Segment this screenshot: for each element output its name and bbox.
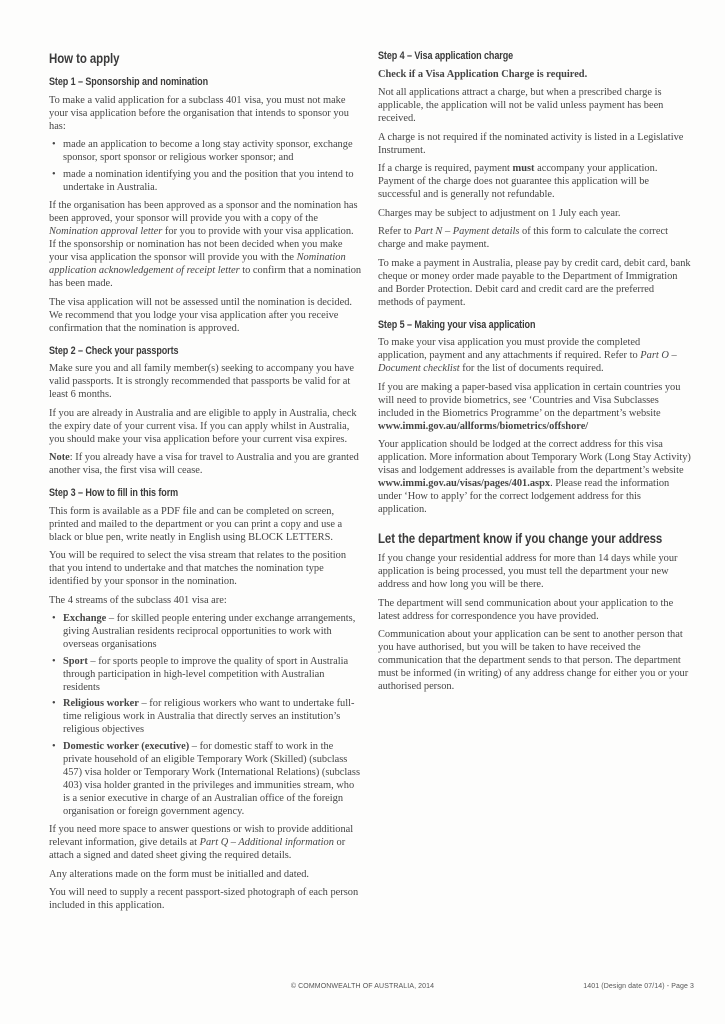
- text-segment: The department will send communication about your application to the latest address for correspondence you have provided.: [378, 597, 674, 622]
- text-segment: A charge is not required if the nominated activity is listed in a Legislative Instrument.: [378, 131, 684, 156]
- text-segment: Sport: [63, 655, 88, 667]
- text-segment: If a charge is required, payment: [378, 163, 513, 174]
- text-segment: You will need to supply a recent passport-sized photograph of each person included in this application.: [49, 887, 359, 911]
- paragraph: [378, 552, 691, 591]
- paragraph: [378, 257, 691, 309]
- bullet-item: [63, 740, 362, 818]
- bullet-list: [49, 612, 362, 818]
- text-segment: www.immi.gov.au/visas/pages/401.aspx: [378, 478, 551, 489]
- text-segment: – for sports people to improve the quality of sport in Australia through participation in high-level competition with Australian residents: [63, 655, 349, 693]
- paragraph: [49, 594, 362, 607]
- bullet-item: [63, 697, 362, 736]
- text-segment: to confirm that a nomination has been made.: [49, 265, 362, 289]
- paragraph: [378, 628, 691, 693]
- text-segment: Nomination application acknowledgement of receipt letter: [49, 252, 346, 276]
- paragraph: [49, 886, 362, 912]
- text-segment: Domestic worker (executive): [63, 740, 190, 752]
- paragraph: [49, 451, 362, 477]
- text-segment: If you change your residential address for more than 14 days while your application is being processed, you must tell the department your new address and how long you will be there.: [378, 553, 678, 590]
- text-segment: The 4 streams of the subclass 401 visa are:: [49, 594, 227, 606]
- text-segment: If you need more space to answer questions or wish to provide additional relevant information, give details at: [49, 824, 354, 848]
- paragraph: [49, 94, 362, 133]
- left-column: [49, 50, 362, 918]
- right-column: [378, 50, 691, 699]
- text-segment: Not all applications attract a charge, but when a prescribed charge is applicable, the application will not be valid unless payment has been received.: [378, 87, 664, 124]
- text-segment: If you are already in Australia and are eligible to apply in Australia, check the expiry date of your current visa. If you can apply whilst in Australia, you should make your visa application before your current visa expires.: [49, 407, 357, 445]
- text-segment: – for skilled people entering under exchange arrangements, giving Australian residents reciprocal opportunities to work with overseas organisations: [63, 613, 356, 650]
- paragraph: [378, 162, 691, 201]
- text-segment: Part N – Payment details: [414, 226, 520, 237]
- bullet-item: [63, 168, 362, 194]
- footer-copyright: © COMMONWEALTH OF AUSTRALIA, 2014: [290, 983, 435, 990]
- text-segment: or attach a signed and dated sheet giving the required details.: [49, 837, 346, 861]
- text-segment: Check if a Visa Application Charge is required.: [378, 68, 588, 80]
- text-segment: Make sure you and all family member(s) seeking to accompany you have valid passports. It is strongly recommended that passports be valid for at least 6 months.: [49, 363, 354, 400]
- text-segment: www.immi.gov.au/allforms/biometrics/offshore/: [378, 420, 589, 432]
- text-segment: . Please read the information under ‘How to apply’ for the correct lodgement address for this application.: [378, 478, 670, 515]
- paragraph: [49, 362, 362, 401]
- footer-form-number: 1401 (Design date 07/14) - Page 3: [583, 983, 694, 990]
- paragraph: [49, 823, 362, 862]
- bullet-item: [63, 612, 362, 651]
- text-segment: must: [512, 163, 535, 174]
- paragraph: [378, 336, 691, 375]
- bullet-item: [63, 655, 362, 694]
- text-segment: To make a valid application for a subclass 401 visa, you must not make your visa application before the organisation that intends to sponsor you has:: [49, 94, 349, 132]
- paragraph: [49, 407, 362, 446]
- text-segment: – for religious workers who want to undertake full-time religious work in Australia that directly serves an institution’s religious objectives: [63, 698, 355, 735]
- text-segment: of this form to calculate the correct charge and make payment.: [378, 226, 669, 250]
- paragraph: [378, 131, 691, 157]
- paragraph: [378, 86, 691, 125]
- step-heading: Step 5 – Making your visa application: [378, 318, 536, 331]
- text-segment: Communication about your application can be sent to another person that you have authorised, but you will be taken to have received the communication that the department sends to that person. The department must be informed (in writing) of any address change for either you or your authorised person.: [378, 629, 689, 692]
- paragraph: [378, 438, 691, 516]
- text-segment: – for domestic staff to work in the private household of an eligible Temporary Work (Skilled) (subclass 457) visa holder or Temporary Work (International Relations) (subclass 403) visa holder granted in the privileges and immunities stream, who is a senior executive in charge of an Australian office of the foreign organisation or foreign government agency.: [63, 740, 360, 817]
- paragraph: [49, 296, 362, 335]
- text-segment: Religious worker: [63, 698, 139, 709]
- text-segment: This form is available as a PDF file and can be completed on screen, printed and mailed to the department or you can print a copy and use a black or blue pen, write neatly in English using BLOCK LETTERS.: [49, 505, 343, 543]
- text-segment: Any alterations made on the form must be initialled and dated.: [49, 868, 309, 880]
- step-heading: Step 4 – Visa application charge: [378, 50, 514, 62]
- text-segment: Note: [49, 452, 70, 463]
- text-segment: Part Q – Additional information: [199, 837, 334, 848]
- text-segment: Exchange: [63, 613, 107, 624]
- text-segment: Part O – Document checklist: [378, 350, 677, 374]
- text-segment: made a nomination identifying you and the position that you intend to undertake in Australia.: [63, 168, 354, 193]
- text-segment: Charges may be subject to adjustment on 1 July each year.: [378, 207, 621, 219]
- paragraph: [49, 868, 362, 881]
- paragraph: [378, 225, 691, 251]
- paragraph: [378, 597, 691, 623]
- bullet-list: [49, 138, 362, 194]
- text-segment: for the list of documents required.: [459, 363, 604, 374]
- step-heading: Step 2 – Check your passports: [49, 344, 179, 357]
- bullet-item: [63, 138, 362, 164]
- paragraph: [49, 505, 362, 544]
- step-heading: Step 3 – How to fill in this form: [49, 487, 179, 499]
- paragraph: [49, 199, 362, 290]
- text-segment: : If you already have a visa for travel to Australia and you are granted another visa, the first visa will cease.: [49, 452, 359, 476]
- paragraph: [378, 207, 691, 220]
- text-segment: The visa application will not be assessed until the nomination is decided. We recommend that you lodge your visa application after you receive confirmation that the nomination is approved.: [49, 296, 352, 334]
- text-segment: You will be required to select the visa stream that relates to the position that you intend to undertake and that matches the nomination type identified by your sponsor in the nomination.: [49, 550, 347, 587]
- text-segment: Your application should be lodged at the correct address for this visa application. More information about Temporary Work (Long Stay Activity) visas and lodgement addresses is available from the department’s website: [378, 439, 691, 476]
- section-heading: Let the department know if you change your address: [378, 530, 663, 546]
- text-segment: accompany your application. Payment of the charge does not guarantee this application will be successful and is generally not refundable.: [378, 163, 658, 200]
- text-segment: Nomination approval letter: [49, 226, 163, 237]
- step-heading: Step 1 – Sponsorship and nomination: [49, 76, 209, 88]
- text-segment: Refer to: [378, 226, 415, 237]
- text-segment: made an application to become a long stay activity sponsor, exchange sponsor, sport sponsor or religious worker sponsor; and: [63, 139, 353, 163]
- section-heading: How to apply: [49, 50, 120, 66]
- text-segment: To make a payment in Australia, please pay by credit card, debit card, bank cheque or money order made payable to the Department of Immigration and Border Protection. Debit card and credit card are the preferred methods of payment.: [378, 257, 691, 308]
- text-segment: If the organisation has been approved as a sponsor and the nomination has been approved, your sponsor will provide you with a copy of the: [49, 200, 358, 224]
- text-segment: If you are making a paper-based visa application in certain countries you will need to provide biometrics, see ‘Countries and Visa Subclasses included in the Biometrics Programme’ on the department’s website: [378, 381, 681, 419]
- paragraph: [378, 68, 691, 81]
- text-segment: To make your visa application you must provide the completed application, payment and any attachments if required. Refer to: [378, 337, 641, 361]
- paragraph: [378, 381, 691, 433]
- text-segment: for you to provide with your visa application. If the sponsorship or nomination has not been decided when you make your visa application the sponsor will provide you with the: [49, 226, 354, 263]
- paragraph: [49, 549, 362, 588]
